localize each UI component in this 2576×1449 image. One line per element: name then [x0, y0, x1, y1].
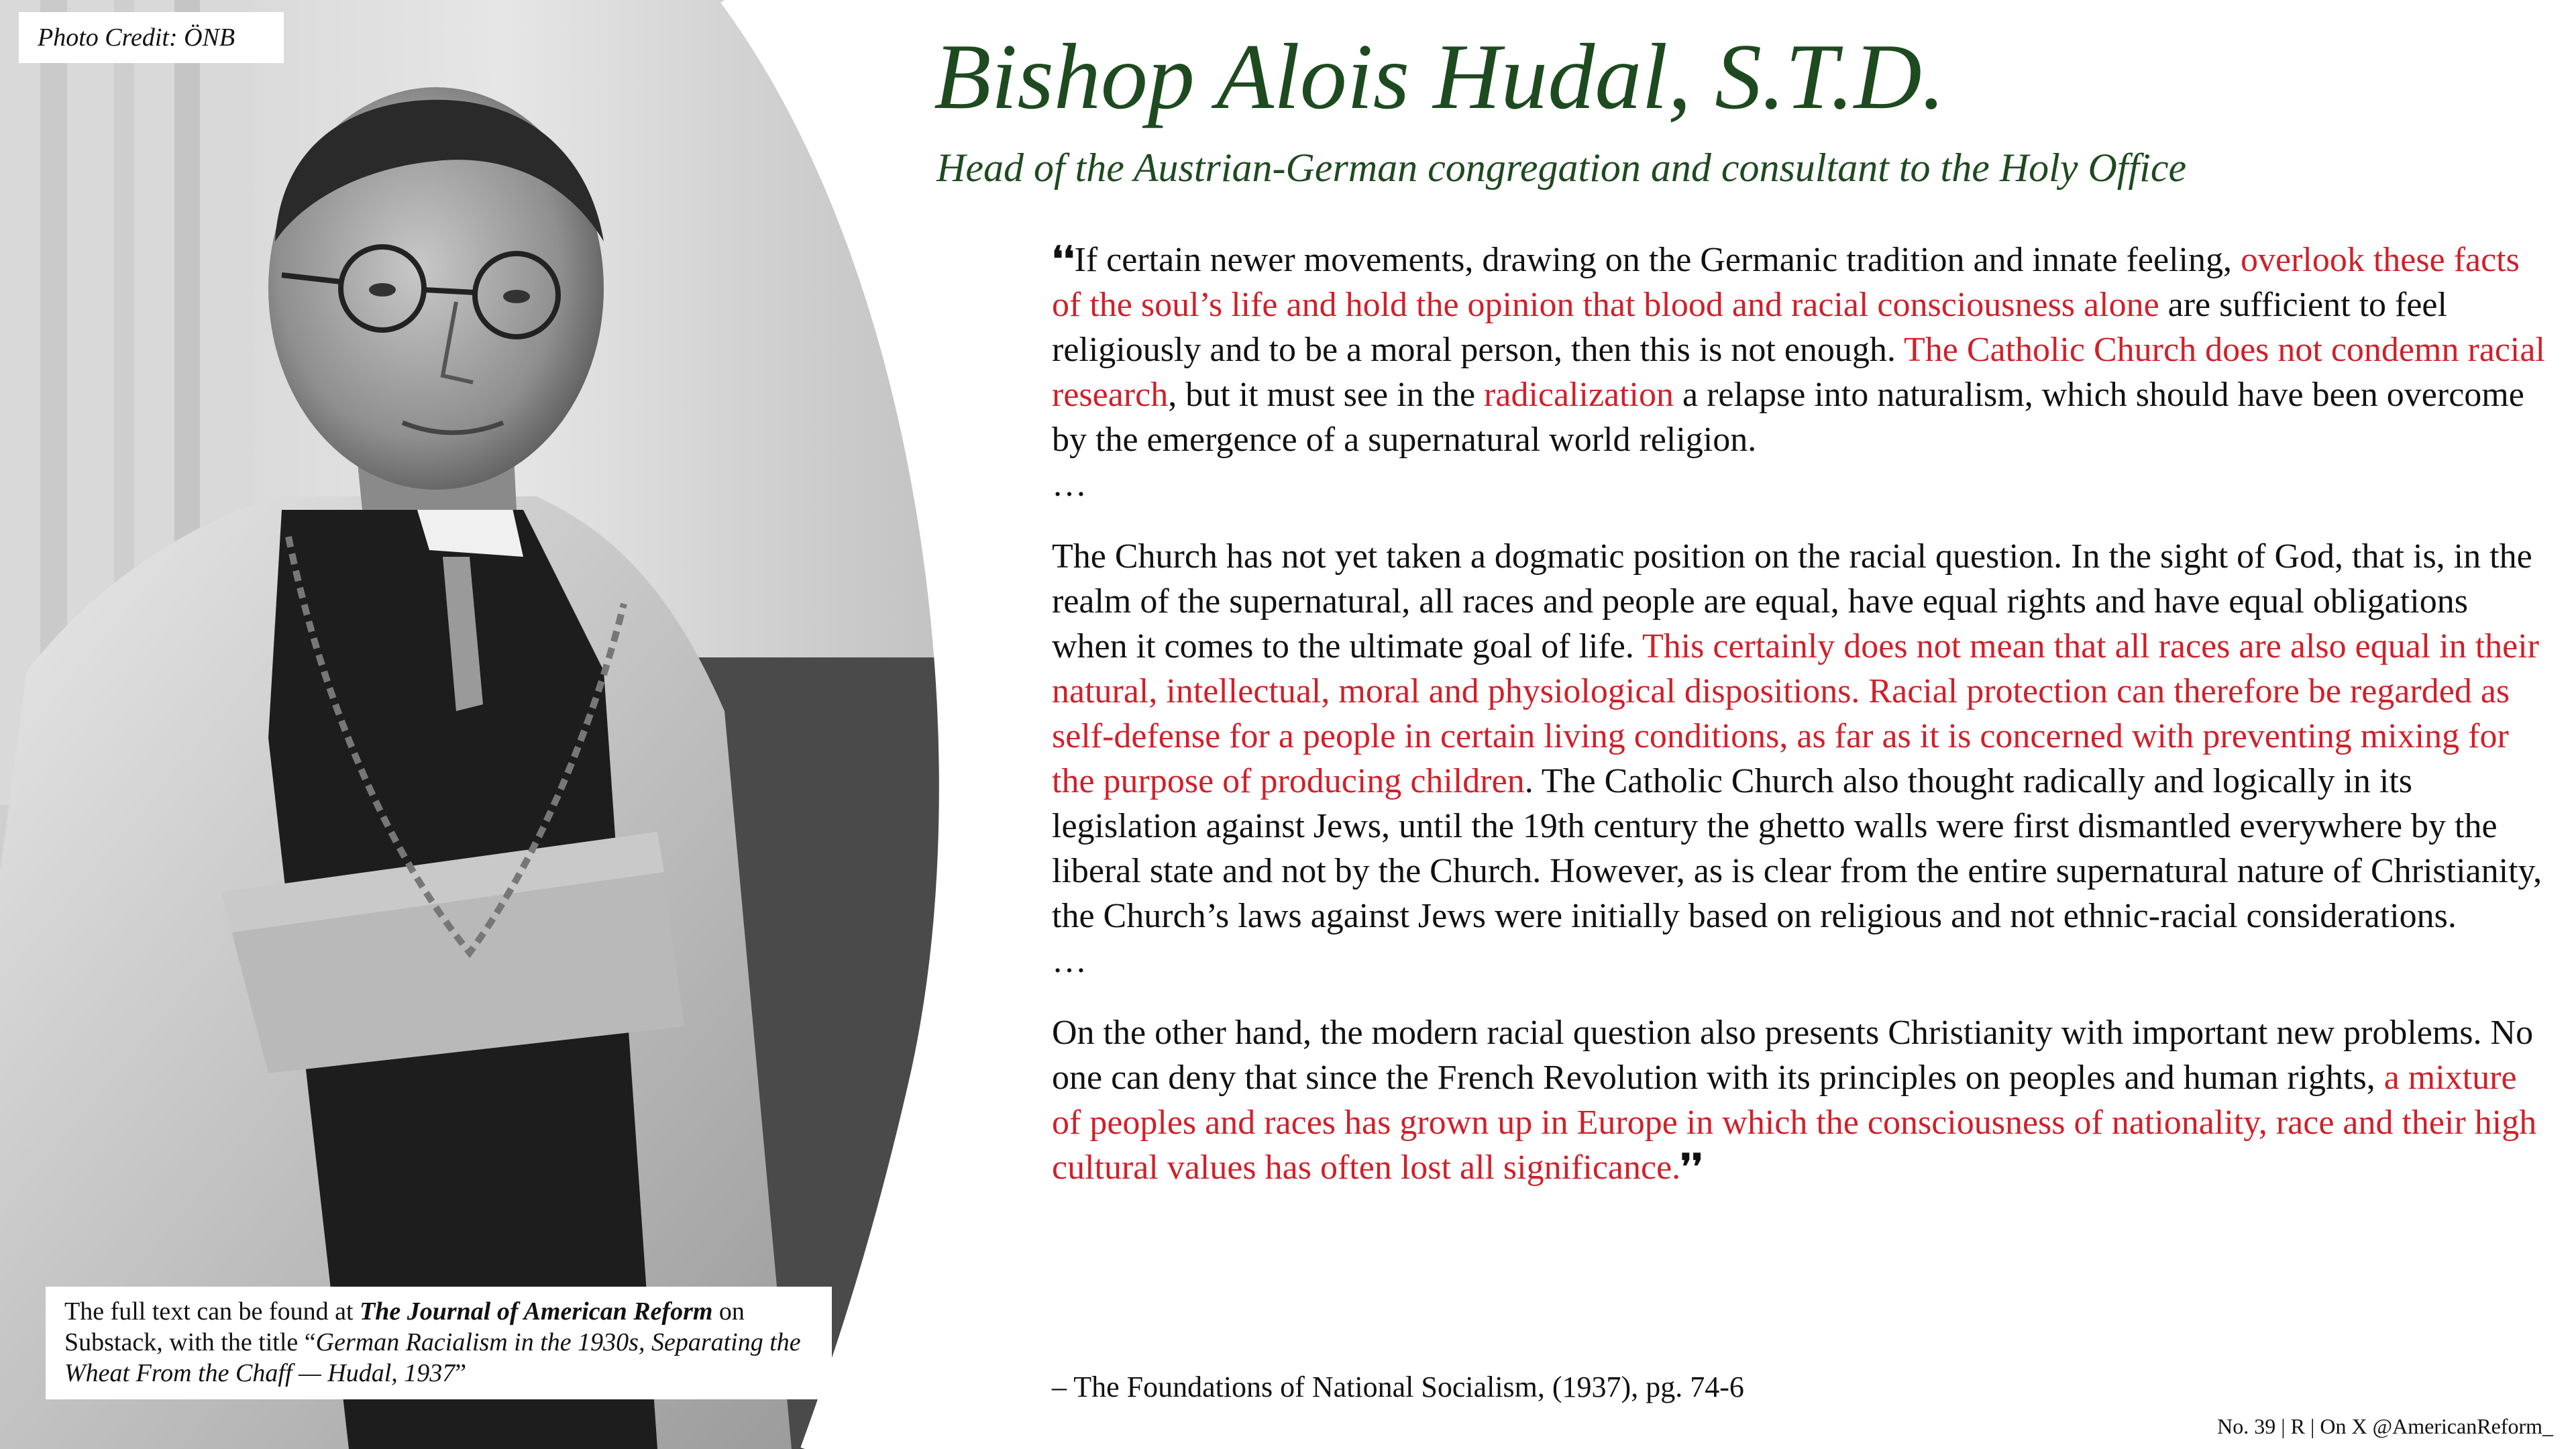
note-prefix: The full text can be found at	[64, 1297, 360, 1326]
portrait-photo	[0, 0, 1006, 1449]
ellipsis-1: …	[1052, 466, 1087, 504]
p3-segment: On the other hand, the modern racial question also presents Christianity with important new problems. No one can deny that since the French Revolution with its principles on peoples and human rights,	[1052, 1014, 2534, 1097]
portrait-panel	[0, 0, 1006, 1449]
p1-segment-highlight: radicalization	[1484, 376, 1674, 414]
quote-block	[1052, 237, 2549, 1190]
quote-source: – The Foundations of National Socialism, (1937), pg. 74-6	[1052, 1371, 1744, 1403]
quote-paragraph-1	[1052, 237, 2549, 462]
paragraph-1-text	[1052, 241, 2545, 459]
quote-paragraph-2	[1052, 534, 2549, 938]
journal-name: The Journal of American Reform	[360, 1297, 713, 1326]
note-middle: on Substack, with the title “	[64, 1297, 745, 1356]
close-quote-icon: ❜❜	[1680, 1148, 1703, 1187]
p2-segment: The Church has not yet taken a dogmatic position on the racial question. In the sight of God, that is, in the realm of the supernatural, all races and people are equal, have equal rights and have equal obligations when it comes to the ultimate goal of life.	[1052, 537, 2532, 665]
footer-credit: No. 39 | R | On X @AmericanReform_	[2217, 1414, 2553, 1438]
p1-segment: a relapse into naturalism, which should have been overcome by the emergence of a supernatural world religion.	[1052, 376, 2524, 459]
page-title: Bishop Alois Hudal, S.T.D.	[934, 25, 1945, 129]
p1-segment-highlight: overlook these facts of the soul’s life and hold the opinion that blood and racial consciousness alone	[1052, 241, 2520, 324]
photo-credit: Photo Credit: ÖNB	[19, 12, 284, 63]
note-suffix: ”	[455, 1359, 467, 1387]
p2-segment: . The Catholic Church also thought radically and logically in its legislation against Jews, until the 19th century the ghetto walls were first dismantled everywhere by the liberal state and not by the Church. However, as is clear from the entire supernatural nature of Christianity, the Church’s laws against Jews were initially based on religious and not ethnic-racial considerations.	[1052, 762, 2542, 935]
source-note	[46, 1287, 832, 1399]
quote-paragraph-3	[1052, 1010, 2549, 1190]
ellipsis-2: …	[1052, 942, 1087, 980]
p2-segment-highlight: This certainly does not mean that all races are also equal in their natural, intellectual, moral and physiological dispositions. Racial protection can therefore be regarded as self-defense for a people in certain living conditions, as far as it is concerned with preventing mixing for the purpose of producing children	[1052, 627, 2539, 800]
article-title: German Racialism in the 1930s, Separating the Wheat From the Chaff — Hudal, 1937	[64, 1328, 801, 1387]
open-quote-icon: ❛❛	[1052, 241, 1075, 279]
p1-segment-highlight: The Catholic Church does not condemn racial research	[1052, 331, 2545, 414]
p1-segment: are sufficient to feel religiously and to be a moral person, then this is not enough.	[1052, 286, 2447, 369]
paragraph-3-text	[1052, 1014, 2536, 1187]
p3-segment-highlight: a mixture of peoples and races has grown up in Europe in which the consciousness of nationality, race and their high cultural values has often lost all significance.	[1052, 1059, 2537, 1187]
p1-segment: If certain newer movements, drawing on the Germanic tradition and innate feeling,	[1074, 241, 2241, 279]
page-subtitle: Head of the Austrian-German congregation and consultant to the Holy Office	[936, 146, 2187, 190]
p1-segment: , but it must see in the	[1168, 376, 1485, 414]
